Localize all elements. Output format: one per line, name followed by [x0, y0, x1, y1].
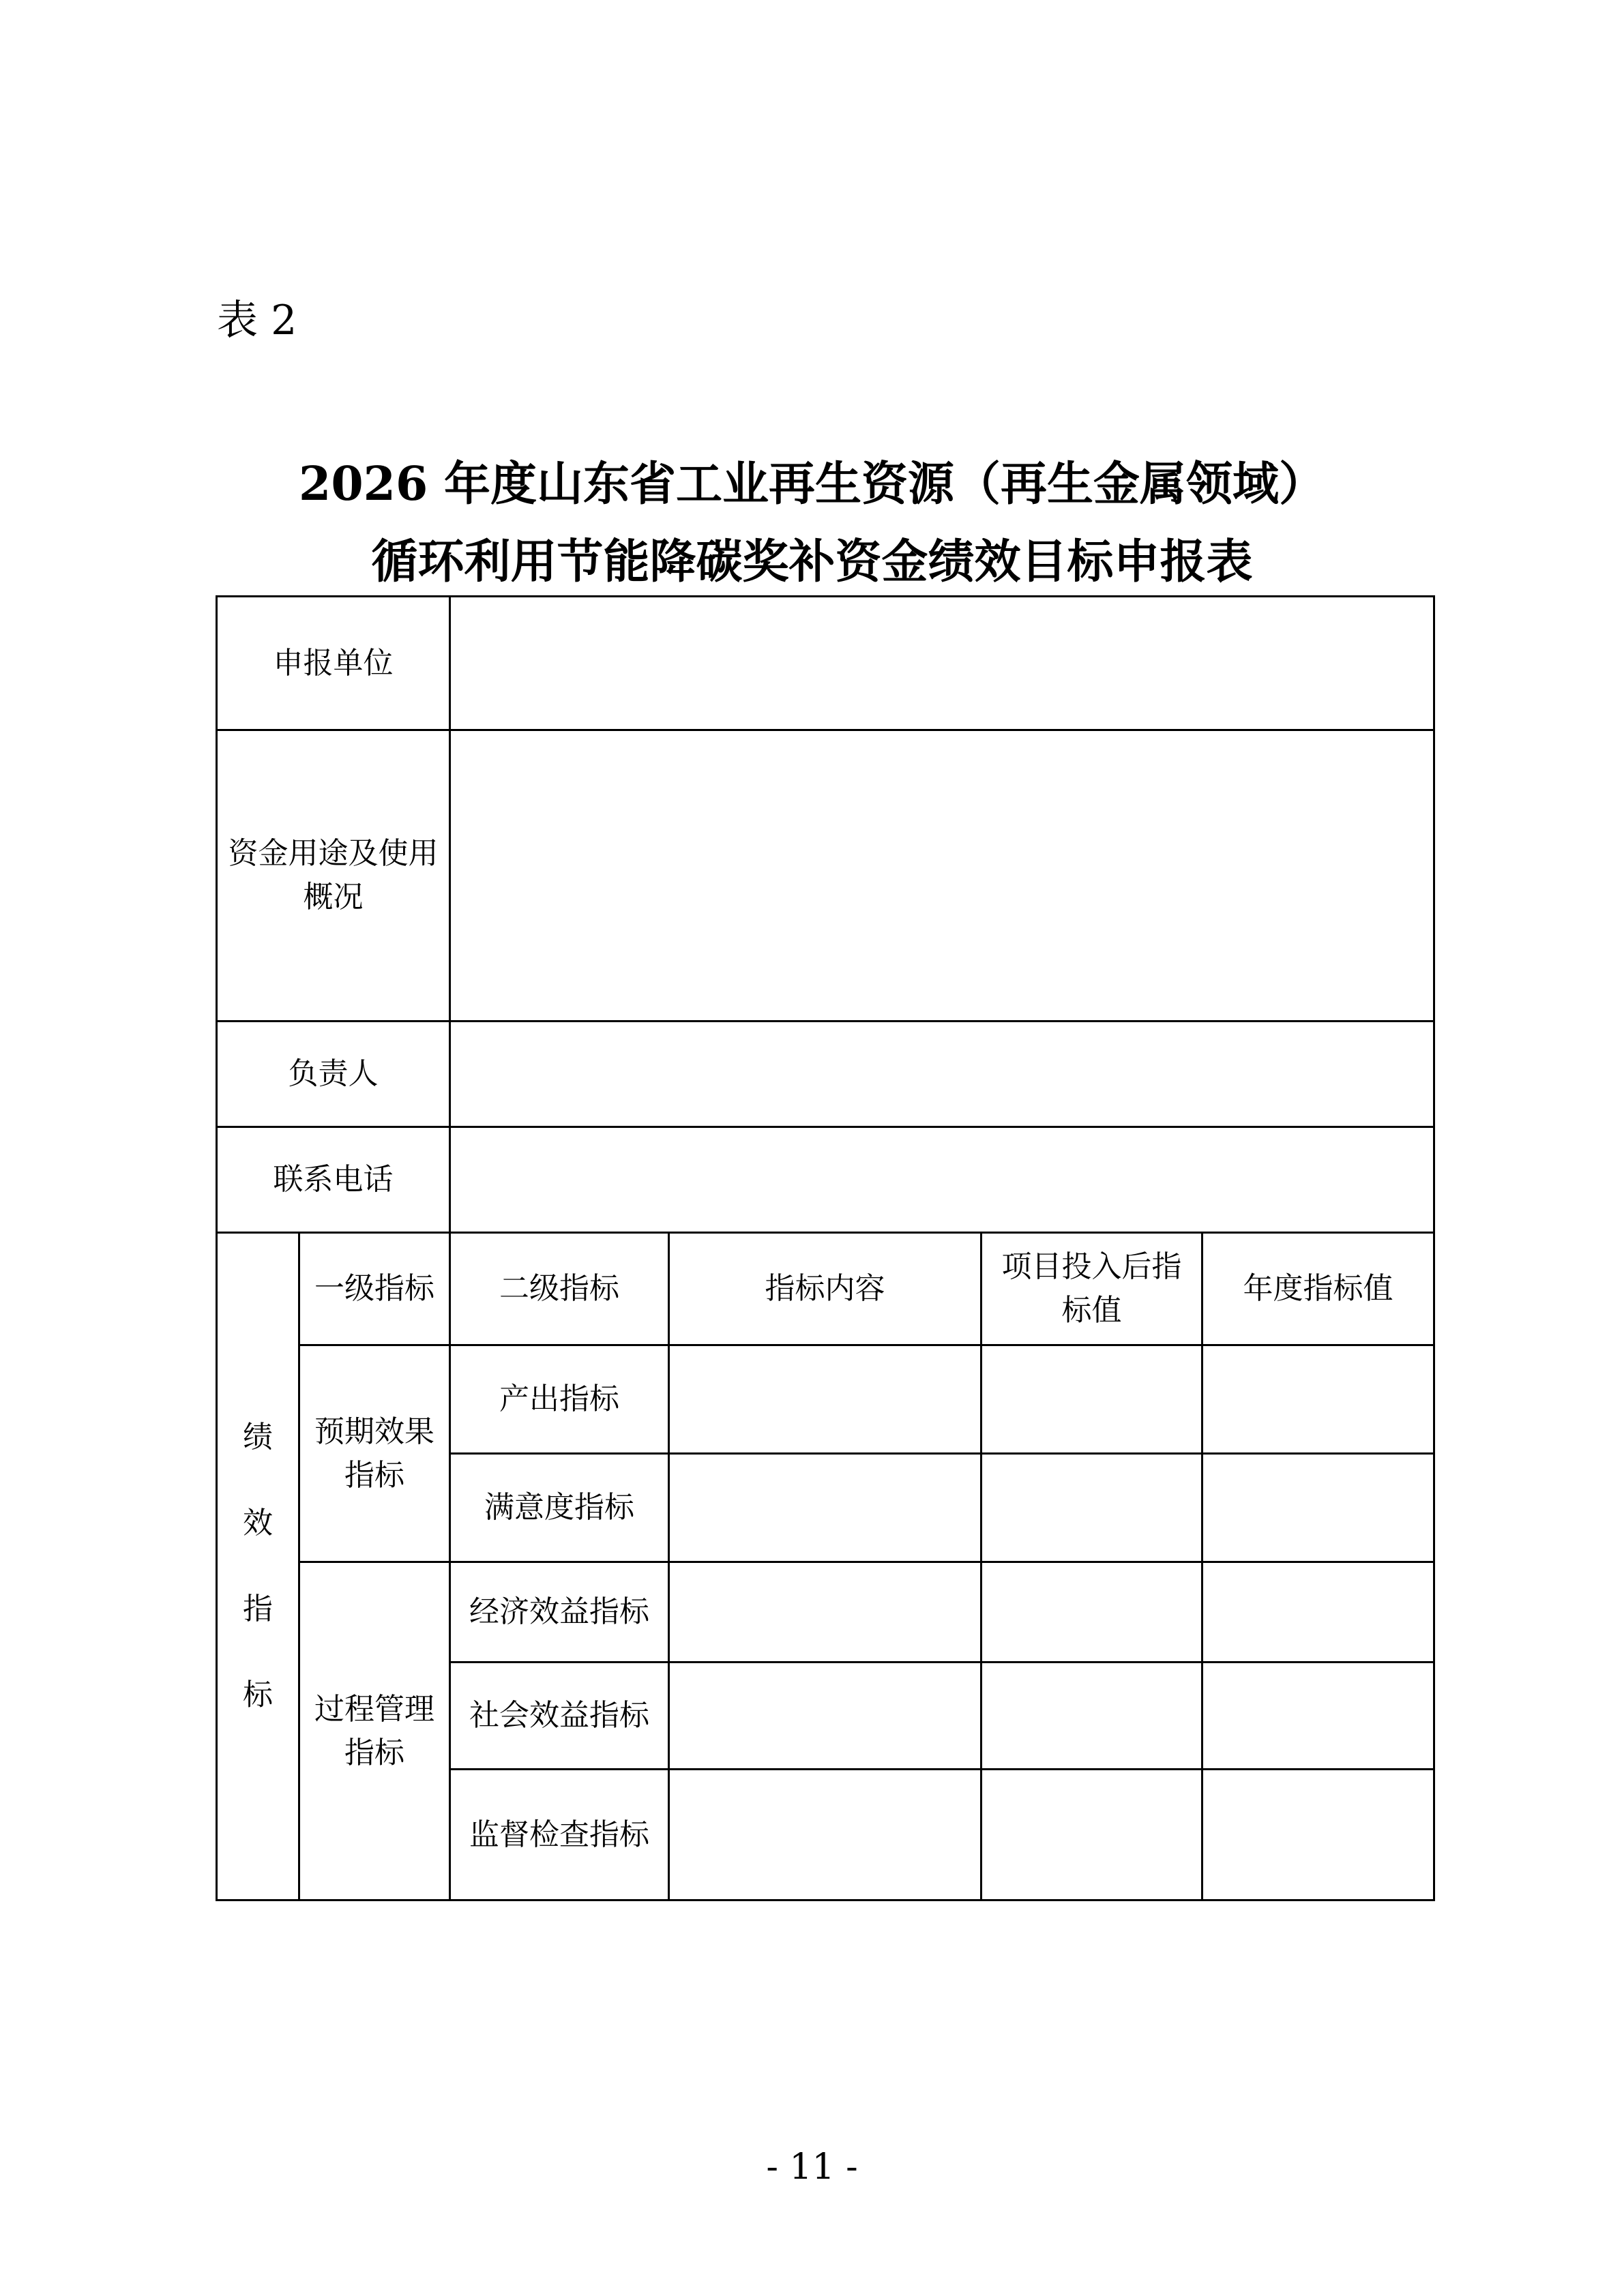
post-investment-value-cell[interactable] — [981, 1770, 1202, 1900]
indicator-content-cell[interactable] — [669, 1770, 981, 1900]
header-content: 指标内容 — [669, 1233, 981, 1345]
post-investment-value-cell[interactable] — [981, 1562, 1202, 1663]
level2-indicator: 满意度指标 — [450, 1454, 669, 1562]
contact-phone-value-cell[interactable] — [450, 1127, 1434, 1233]
header-annual-value: 年度指标值 — [1202, 1233, 1434, 1345]
form-title-line-2: 循环利用节能降碳奖补资金绩效目标申报表 — [371, 535, 1253, 589]
annual-value-cell[interactable] — [1202, 1345, 1434, 1454]
indicator-content-cell[interactable] — [669, 1663, 981, 1770]
level2-indicator: 监督检查指标 — [450, 1770, 669, 1900]
applicant-label: 申报单位 — [217, 597, 450, 730]
level2-indicator: 产出指标 — [450, 1345, 669, 1454]
performance-target-form — [216, 595, 1435, 1901]
responsible-person-label: 负责人 — [217, 1022, 450, 1127]
indicator-content-cell[interactable] — [669, 1345, 981, 1454]
applicant-value-cell[interactable] — [450, 597, 1434, 730]
level2-indicator: 经济效益指标 — [450, 1562, 669, 1663]
group-char: 指 — [243, 1592, 273, 1626]
level1-indicator: 预期效果指标 — [299, 1345, 450, 1562]
fund-usage-label: 资金用途及使用概况 — [217, 730, 450, 1022]
contact-phone-label: 联系电话 — [217, 1127, 450, 1233]
page-number: - 11 - — [766, 2147, 858, 2188]
annual-value-cell[interactable] — [1202, 1562, 1434, 1663]
post-investment-value-cell[interactable] — [981, 1454, 1202, 1562]
header-level2: 二级指标 — [450, 1233, 669, 1345]
header-post-investment-value: 项目投入后指标值 — [981, 1233, 1202, 1345]
post-investment-value-cell[interactable] — [981, 1663, 1202, 1770]
responsible-person-value-cell[interactable] — [450, 1022, 1434, 1127]
group-char: 标 — [243, 1678, 273, 1712]
annual-value-cell[interactable] — [1202, 1454, 1434, 1562]
performance-indicator-group-label — [217, 1233, 299, 1900]
indicator-content-cell[interactable] — [669, 1454, 981, 1562]
header-level1: 一级指标 — [299, 1233, 450, 1345]
level2-indicator: 社会效益指标 — [450, 1663, 669, 1770]
annual-value-cell[interactable] — [1202, 1663, 1434, 1770]
level1-indicator: 过程管理指标 — [299, 1562, 450, 1900]
fund-usage-value-cell[interactable] — [450, 730, 1434, 1022]
indicator-content-cell[interactable] — [669, 1562, 981, 1663]
form-title-line-1: 2026 年度山东省工业再生资源（再生金属领域） — [299, 457, 1325, 511]
group-char: 效 — [243, 1506, 273, 1540]
table-number-label: 表 2 — [217, 297, 297, 344]
group-char: 绩 — [243, 1420, 273, 1455]
annual-value-cell[interactable] — [1202, 1770, 1434, 1900]
post-investment-value-cell[interactable] — [981, 1345, 1202, 1454]
